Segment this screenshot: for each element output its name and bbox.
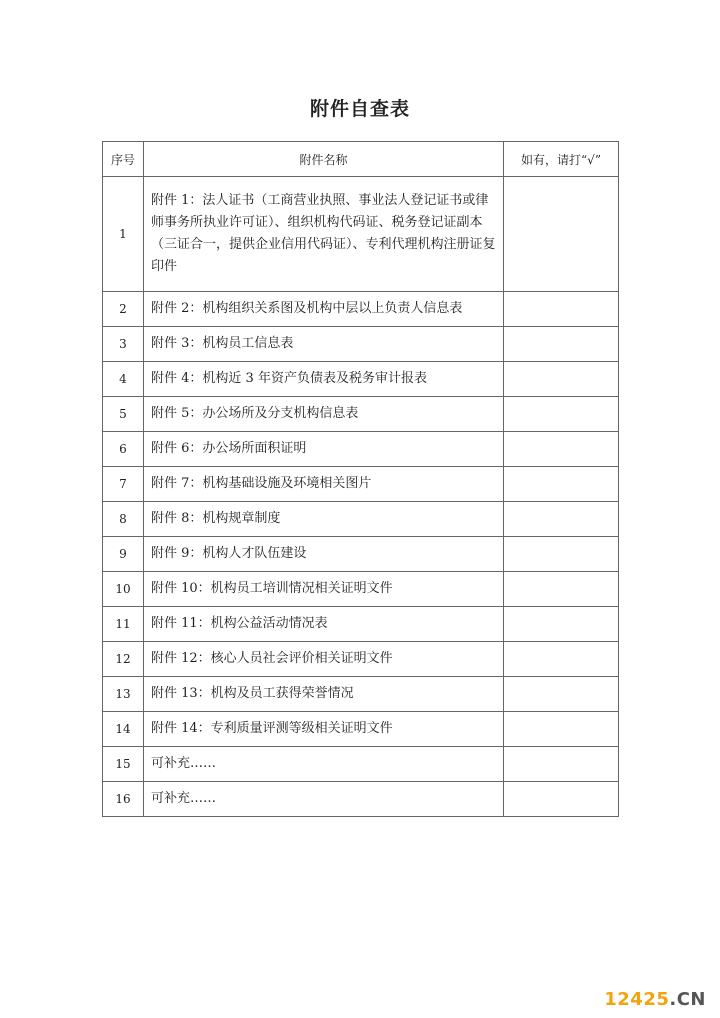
row-attachment-name: 附件 5：办公场所及分支机构信息表 xyxy=(144,397,504,432)
row-check-cell[interactable] xyxy=(504,537,619,572)
row-attachment-name: 附件 10：机构员工培训情况相关证明文件 xyxy=(144,572,504,607)
watermark-domain: .CN xyxy=(669,989,706,1010)
row-check-cell[interactable] xyxy=(504,572,619,607)
table-row xyxy=(103,712,619,747)
table-row xyxy=(103,292,619,327)
row-check-cell[interactable] xyxy=(504,642,619,677)
row-number: 13 xyxy=(103,677,144,712)
watermark-logo xyxy=(604,989,706,1010)
row-number: 9 xyxy=(103,537,144,572)
table-header-row xyxy=(103,142,619,177)
row-number: 5 xyxy=(103,397,144,432)
row-check-cell[interactable] xyxy=(504,362,619,397)
table-row xyxy=(103,572,619,607)
row-attachment-name: 附件 4：机构近 3 年资产负债表及税务审计报表 xyxy=(144,362,504,397)
watermark-number: 12425 xyxy=(604,989,670,1010)
header-attachment-name: 附件名称 xyxy=(144,142,504,177)
row-number: 7 xyxy=(103,467,144,502)
header-number: 序号 xyxy=(103,142,144,177)
row-number: 16 xyxy=(103,782,144,817)
row-check-cell[interactable] xyxy=(504,432,619,467)
row-number: 11 xyxy=(103,607,144,642)
row-attachment-name: 可补充…… xyxy=(144,747,504,782)
row-check-cell[interactable] xyxy=(504,677,619,712)
page-title: 附件自查表 xyxy=(309,98,410,120)
attachment-checklist-table xyxy=(102,141,619,817)
table-row xyxy=(103,432,619,467)
table-row xyxy=(103,642,619,677)
row-number: 1 xyxy=(103,177,144,292)
table-row xyxy=(103,177,619,292)
row-attachment-name: 附件 2：机构组织关系图及机构中层以上负责人信息表 xyxy=(144,292,504,327)
row-attachment-name: 附件 11：机构公益活动情况表 xyxy=(144,607,504,642)
table-row xyxy=(103,362,619,397)
row-attachment-name: 附件 9：机构人才队伍建设 xyxy=(144,537,504,572)
row-check-cell[interactable] xyxy=(504,397,619,432)
table-row xyxy=(103,782,619,817)
row-number: 4 xyxy=(103,362,144,397)
row-attachment-name: 附件 3：机构员工信息表 xyxy=(144,327,504,362)
row-check-cell[interactable] xyxy=(504,607,619,642)
row-check-cell[interactable] xyxy=(504,177,619,292)
row-attachment-name: 附件 1：法人证书（工商营业执照、事业法人登记证书或律师事务所执业许可证）、组织机构代码证、税务登记证副本（三证合一，提供企业信用代码证）、专利代理机构注册证复印件 xyxy=(144,177,504,292)
row-check-cell[interactable] xyxy=(504,292,619,327)
row-number: 15 xyxy=(103,747,144,782)
row-check-cell[interactable] xyxy=(504,747,619,782)
row-check-cell[interactable] xyxy=(504,502,619,537)
row-number: 6 xyxy=(103,432,144,467)
row-attachment-name: 附件 6：办公场所面积证明 xyxy=(144,432,504,467)
table-row xyxy=(103,537,619,572)
header-check: 如有，请打“√” xyxy=(504,142,619,177)
row-attachment-name: 附件 12：核心人员社会评价相关证明文件 xyxy=(144,642,504,677)
row-number: 14 xyxy=(103,712,144,747)
row-number: 2 xyxy=(103,292,144,327)
row-check-cell[interactable] xyxy=(504,782,619,817)
row-number: 10 xyxy=(103,572,144,607)
row-number: 12 xyxy=(103,642,144,677)
row-attachment-name: 附件 13：机构及员工获得荣誉情况 xyxy=(144,677,504,712)
table-row xyxy=(103,467,619,502)
row-number: 3 xyxy=(103,327,144,362)
row-attachment-name: 附件 8：机构规章制度 xyxy=(144,502,504,537)
table-row xyxy=(103,607,619,642)
table-row xyxy=(103,327,619,362)
table-row xyxy=(103,677,619,712)
row-number: 8 xyxy=(103,502,144,537)
table-row xyxy=(103,397,619,432)
row-attachment-name: 附件 14：专利质量评测等级相关证明文件 xyxy=(144,712,504,747)
table-row xyxy=(103,502,619,537)
row-check-cell[interactable] xyxy=(504,467,619,502)
row-attachment-name: 附件 7：机构基础设施及环境相关图片 xyxy=(144,467,504,502)
row-check-cell[interactable] xyxy=(504,327,619,362)
row-check-cell[interactable] xyxy=(504,712,619,747)
row-attachment-name: 可补充…… xyxy=(144,782,504,817)
table-row xyxy=(103,747,619,782)
